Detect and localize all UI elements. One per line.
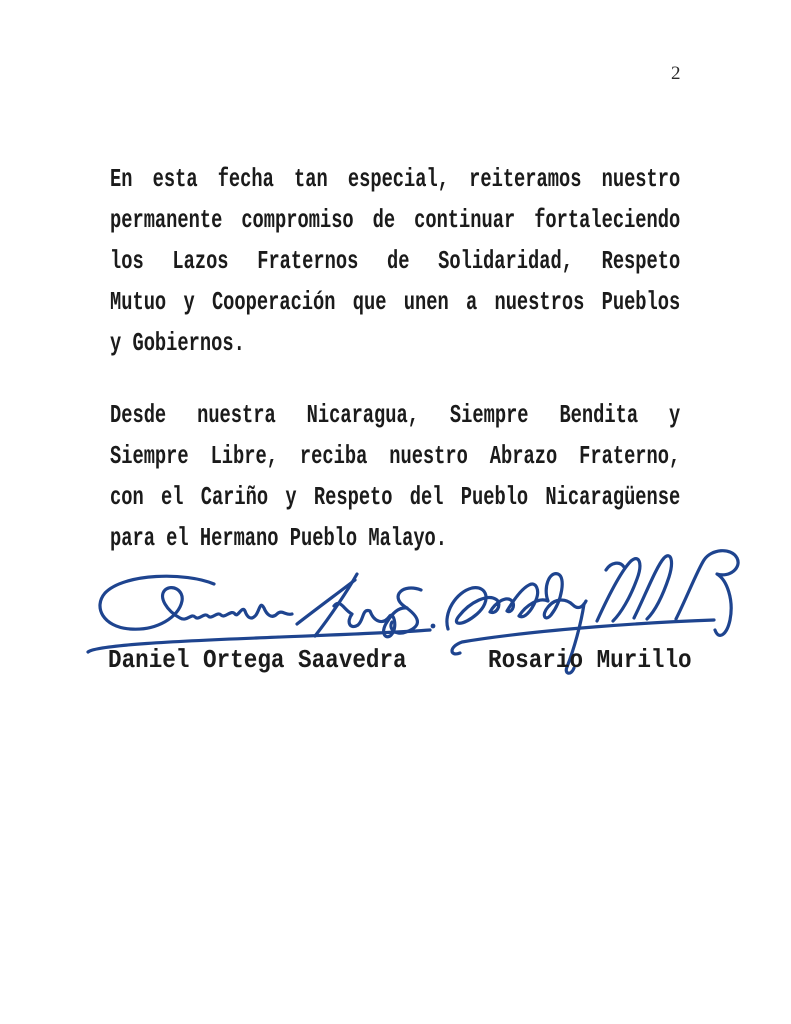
text-line: con el Cariño y Respeto del Pueblo Nicaragüense [110, 482, 681, 512]
page-number: 2 [671, 63, 681, 84]
signatory-name-daniel-ortega: Daniel Ortega Saavedra [108, 645, 407, 675]
text-line: para el Hermano Pueblo Malayo. [110, 523, 448, 553]
text-line: En esta fecha tan especial, reiteramos nuestro [110, 164, 681, 194]
letter-paragraph-1 [110, 159, 680, 364]
letter-paragraph-2 [110, 395, 680, 559]
text-line: permanente compromiso de continuar fortaleciendo [110, 205, 681, 235]
text-line: los Lazos Fraternos de Solidaridad, Respeto [110, 246, 681, 276]
text-line: Siempre Libre, reciba nuestro Abrazo Fraterno, [110, 441, 681, 471]
signatory-name-rosario-murillo: Rosario Murillo [488, 645, 692, 675]
text-line: Desde nuestra Nicaragua, Siempre Bendita y [110, 400, 681, 430]
text-line: Mutuo y Cooperación que unen a nuestros Pueblos [110, 287, 681, 317]
text-line: y Gobiernos. [110, 328, 245, 358]
